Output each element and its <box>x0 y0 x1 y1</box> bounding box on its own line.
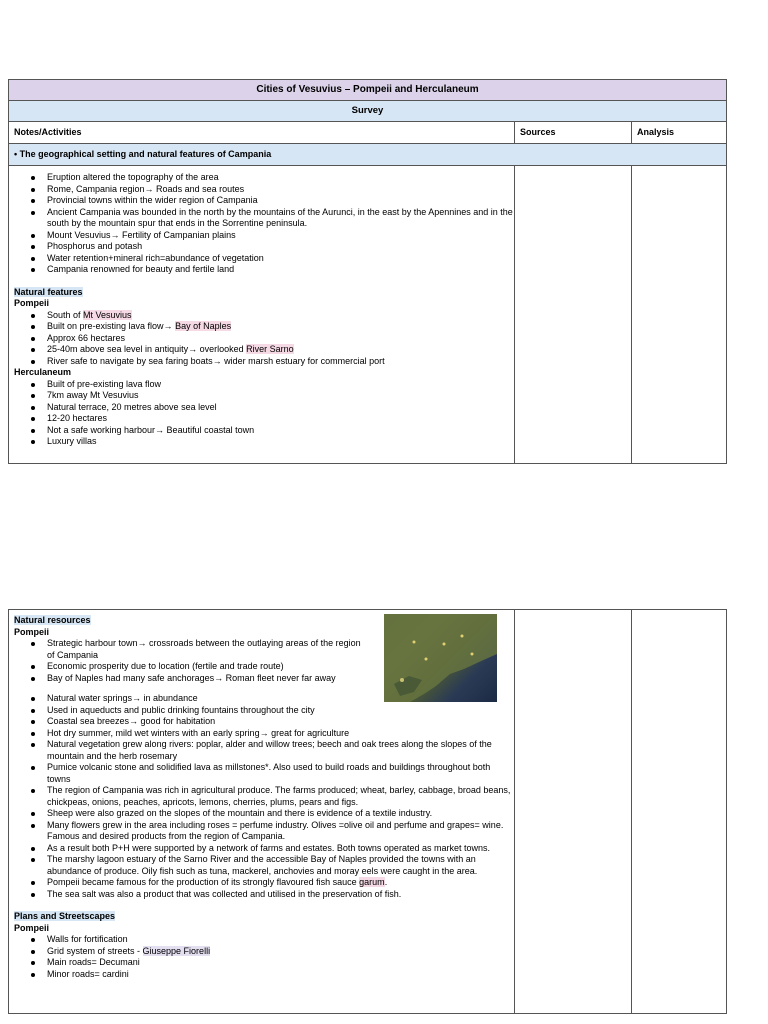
list-item: Strategic harbour town→ crossroads between the outlaying areas of the region of Campania <box>47 638 361 660</box>
pompeii-subheading: Pompeii <box>14 298 50 308</box>
notes-row <box>9 610 726 1013</box>
list-item: 25-40m above sea level in antiquity→ overlooked River Sarno <box>47 344 514 356</box>
list-item: Grid system of streets - Giuseppe Fiorelli <box>47 946 514 958</box>
list-item: Eruption altered the topography of the area <box>47 172 514 184</box>
topic-row <box>9 144 726 166</box>
topic-heading: • The geographical setting and natural features of Campania <box>14 148 272 159</box>
list-item: South of Mt Vesuvius <box>47 310 514 322</box>
campania-map-image <box>384 614 497 702</box>
intro-list <box>14 172 514 276</box>
list-item: Phosphorus and potash <box>47 241 514 253</box>
sources-header: Sources <box>515 122 632 143</box>
highlight-river-sarno: River Sarno <box>246 344 294 354</box>
list-item: The marshy lagoon estuary of the Sarno River and the accessible Bay of Naples provided the towns with an abundance of produce. Oily fish such as tuna, mackerel, anchovies and moray eels were caught in the area. <box>47 854 514 877</box>
list-item: Minor roads= cardini <box>47 969 514 981</box>
analysis-header: Analysis <box>637 126 675 137</box>
list-item: Rome, Campania region→ Roads and sea routes <box>47 184 514 196</box>
herculaneum-subheading: Herculaneum <box>14 367 72 377</box>
list-item: Hot dry summer, mild wet winters with an early spring→ great for agriculture <box>47 728 514 740</box>
list-item: Natural water springs→ in abundance <box>47 693 514 705</box>
list-item: River safe to navigate by sea faring boats→ wider marsh estuary for commercial port <box>47 356 514 368</box>
list-item: Used in aqueducts and public drinking fountains throughout the city <box>47 705 514 717</box>
list-item: Not a safe working harbour→ Beautiful coastal town <box>47 425 514 437</box>
column-header-row <box>9 122 726 144</box>
table-title-row <box>9 80 726 101</box>
notes-row <box>9 166 726 463</box>
survey-table-1 <box>8 79 727 464</box>
list-item: Campania renowned for beauty and fertile land <box>47 264 514 276</box>
list-item: As a result both P+H were supported by a network of farms and estates. Both towns operated as market towns. <box>47 843 514 855</box>
list-item: Ancient Campania was bounded in the north by the mountains of the Aurunci, in the east by the Apennines and in the south by the mountain spur that ends in the Sorrentine peninsula. <box>47 206 513 228</box>
list-item: Coastal sea breezes→ good for habitation <box>47 716 514 728</box>
plans-list <box>14 934 514 980</box>
list-item: Walls for fortification <box>47 934 514 946</box>
table-title: Cities of Vesuvius – Pompeii and Herculaneum <box>256 84 479 96</box>
list-item: 7km away Mt Vesuvius <box>47 390 514 402</box>
list-item: Approx 66 hectares <box>47 333 514 345</box>
list-item: Economic prosperity due to location (fertile and trade route) <box>47 661 362 673</box>
list-item: Built on pre-existing lava flow→ Bay of Naples <box>47 321 514 333</box>
sources-cell <box>515 610 632 1013</box>
list-item: The region of Campania was rich in agricultural produce. The farms produced; wheat, barley, cabbage, broad beans, chickpeas, onions, peaches, apricots, lemons, cherries, plums, pears and figs. <box>47 785 514 808</box>
list-item: Sheep were also grazed on the slopes of the mountain and there is evidence of a textile industry. <box>47 808 514 820</box>
natural-features-heading: Natural features <box>14 286 83 297</box>
map-graphic <box>384 614 497 702</box>
analysis-cell <box>632 610 726 1013</box>
list-item: 12-20 hectares <box>47 413 514 425</box>
notes-header: Notes/Activities <box>9 122 515 143</box>
highlight-bay-of-naples: Bay of Naples <box>175 321 232 331</box>
natural-resources-heading: Natural resources <box>14 615 91 625</box>
list-item: Provincial towns within the wider region of Campania <box>47 195 514 207</box>
survey-table-2 <box>8 609 727 1014</box>
herculaneum-features-list <box>14 379 514 448</box>
list-item: Natural terrace, 20 metres above sea level <box>47 402 514 414</box>
notes-cell <box>9 610 515 1013</box>
list-item: Many flowers grew in the area including roses = perfume industry. Olives =olive oil and perfume and grapes= wine. Famous and desired products from the region of Campania. <box>47 820 514 843</box>
notes-cell <box>9 166 515 463</box>
list-item: Natural vegetation grew along rivers: poplar, alder and willow trees; beech and oak trees along the slopes of the mountain and the herb rosemary <box>47 739 514 762</box>
sources-cell <box>515 166 632 463</box>
resources-list-b <box>14 693 514 900</box>
highlight-mt-vesuvius: Mt Vesuvius <box>83 309 132 320</box>
list-item: Mount Vesuvius→ Fertility of Campanian plains <box>47 230 514 242</box>
list-item: Water retention+mineral rich=abundance of vegetation <box>47 253 514 265</box>
list-item: The sea salt was also a product that was collected and utilised in the preservation of fish. <box>47 889 514 901</box>
pompeii-features-list <box>14 310 514 368</box>
plans-heading: Plans and Streetscapes <box>14 911 116 921</box>
analysis-cell <box>632 166 726 463</box>
highlight-garum: garum <box>359 877 385 887</box>
highlight-giuseppe-fiorelli: Giuseppe Fiorelli <box>142 945 211 956</box>
list-item: Built of pre-existing lava flow <box>47 379 514 391</box>
list-item: Bay of Naples had many safe anchorages→ Roman fleet never far away <box>47 673 362 685</box>
resources-list-a <box>14 638 362 684</box>
survey-label: Survey <box>351 105 384 117</box>
list-item: Main roads= Decumani <box>47 957 514 969</box>
list-item: Luxury villas <box>47 436 514 448</box>
plans-pompeii-subheading: Pompeii <box>14 922 50 933</box>
list-item: Pompeii became famous for the production of its strongly flavoured fish sauce garum. <box>47 877 514 889</box>
list-item: Pumice volcanic stone and solidified lava as millstones*. Also used to build roads and buildings throughout both towns <box>47 762 514 785</box>
pompeii-subheading: Pompeii <box>14 626 50 637</box>
survey-row <box>9 101 726 122</box>
